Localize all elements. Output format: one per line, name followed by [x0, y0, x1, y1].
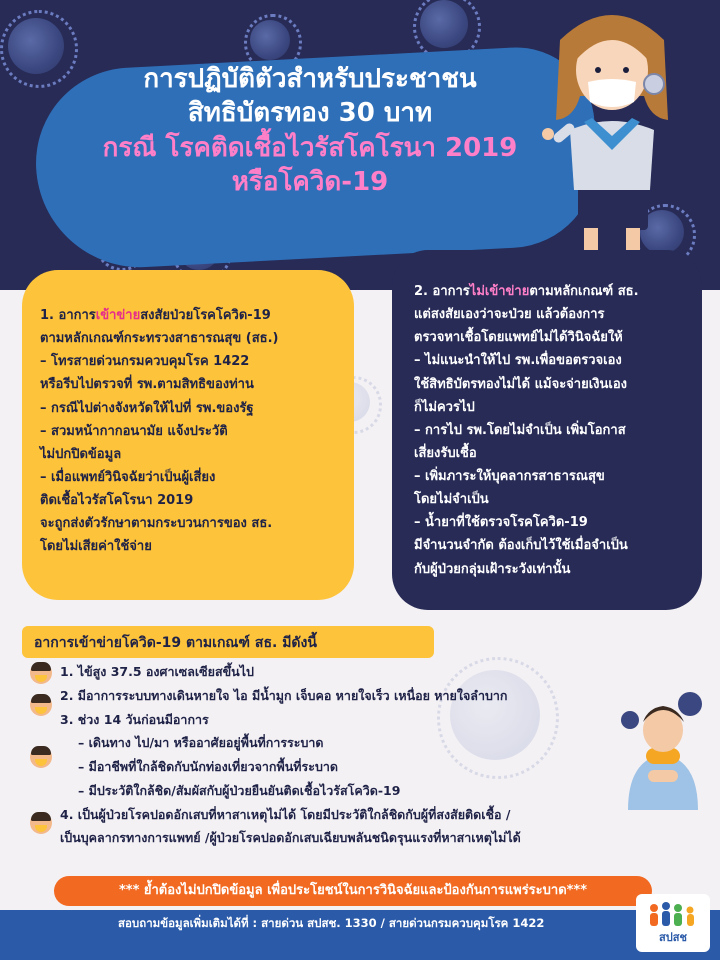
eligible-line: – เมื่อแพทย์วินิจฉัยว่าเป็นผู้เสี่ยง	[40, 469, 216, 485]
person-face-icon	[30, 812, 52, 834]
person-face-icon	[30, 746, 52, 768]
eligible-line: จะถูกส่งตัวรักษาตามกระบวนการของ สธ.	[40, 516, 273, 532]
eligible-heading-post: สงสัยป่วยโรคโควิด-19	[140, 308, 271, 323]
logo-text: สปสช	[659, 931, 687, 944]
warning-banner: *** ย้ำต้องไม่ปกปิดข้อมูล เพื่อประโยชน์ในการวินิจฉัยและป้องกันการแพร่ระบาด***	[54, 876, 652, 906]
eligible-line: ติดเชื้อไวรัสโคโรนา 2019	[40, 493, 194, 508]
criteria-subitem: – เดินทาง ไป/มา หรืออาศัยอยู่พื้นที่การระบาด	[78, 735, 324, 751]
criteria-item: 2. มีอาการระบบทางเดินหายใจ ไอ มีน้ำมูก เจ็บคอ หายใจเร็ว เหนื่อย หายใจลำบาก	[60, 687, 508, 703]
virus-icon	[250, 20, 290, 60]
title-line-3: กรณี โรคติดเชื้อไวรัสโคโรนา 2019	[102, 132, 518, 163]
nhso-logo	[636, 894, 710, 952]
not-eligible-line: – เพิ่มภาระให้บุคลากรสาธารณสุข	[414, 469, 605, 484]
criteria-item: 1. ไข้สูง 37.5 องศาเซลเซียสขึ้นไป	[60, 664, 254, 679]
not-eligible-line: – ไม่แนะนำให้ไป รพ.เพื่อขอตรวจเอง	[414, 353, 622, 369]
not-eligible-heading-post: ตามหลักเกณฑ์ สธ.	[529, 284, 639, 299]
eligible-line: โดยไม่เสียค่าใช้จ่าย	[40, 539, 152, 555]
criteria-item: เป็นบุคลากรทางการแพทย์ /ผู้ป่วยโรคปอดอักเสบเฉียบพลันชนิดรุนแรงที่หาสาเหตุไม่ได้	[60, 830, 521, 846]
not-eligible-line: ใช้สิทธิบัตรทองไม่ได้ แม้จะจ่ายเงินเอง	[414, 376, 627, 392]
eligible-line: ตามหลักเกณฑ์กระทรวงสาธารณสุข (สธ.)	[40, 331, 279, 347]
not-eligible-line: มีจำนวนจำกัด ต้องเก็บไว้ใช้เมื่อจำเป็น	[414, 538, 628, 554]
eligible-heading-pre: 1. อาการ	[40, 308, 96, 323]
not-eligible-line: ก็ไม่ควรไป	[414, 399, 475, 415]
title-line-4: หรือโควิด-19	[231, 166, 389, 197]
people-icon	[644, 900, 702, 928]
not-eligible-line: ตรวจหาเชื้อโดยแพทย์ไม่ได้วินิจฉัยให้	[414, 330, 623, 346]
criteria-title: อาการเข้าข่ายโควิด-19 ตามเกณฑ์ สธ. มีดังนี้	[22, 626, 434, 658]
card-eligible-symptoms	[22, 270, 354, 600]
eligible-line: – สวมหน้ากากอนามัย แจ้งประวัติ	[40, 423, 228, 439]
eligible-line: – กรณีไปต่างจังหวัดให้ไปที่ รพ.ของรัฐ	[40, 400, 254, 416]
sick-person-illustration	[618, 690, 708, 810]
person-face-icon	[30, 694, 52, 716]
criteria-item: 4. เป็นผู้ป่วยโรคปอดอักเสบที่หาสาเหตุไม่ได้ โดยมีประวัติใกล้ชิดกับผู้ที่สงสัยติดเชื้อ /	[60, 806, 511, 822]
not-eligible-line: เสี่ยงรับเชื้อ	[414, 445, 477, 461]
card-not-eligible-symptoms	[392, 250, 702, 610]
not-eligible-heading-pre: 2. อาการ	[414, 284, 470, 299]
criteria-subitem: – มีประวัติใกล้ชิด/สัมผัสกับผู้ป่วยยืนยันติดเชื้อไวรัสโควิด-19	[78, 782, 401, 798]
contact-bar	[0, 910, 720, 960]
person-face-icon	[30, 662, 52, 684]
criteria-list	[60, 660, 521, 850]
eligible-line: – โทรสายด่วนกรมควบคุมโรค 1422	[40, 354, 250, 370]
not-eligible-line: – การไป รพ.โดยไม่จำเป็น เพิ่มโอกาส	[414, 422, 626, 438]
criteria-subitem: – มีอาชีพที่ใกล้ชิดกับนักท่องเที่ยวจากพื้นที่ระบาด	[78, 759, 339, 774]
not-eligible-heading	[414, 280, 690, 303]
not-eligible-line: – น้ำยาที่ใช้ตรวจโรคโควิด-19	[414, 515, 588, 531]
contact-text: สอบถามข้อมูลเพิ่มเติมได้ที่ : สายด่วน สปสช. 1330 / สายด่วนกรมควบคุมโรค 1422	[118, 916, 545, 930]
title-line-2: สิทธิบัตรทอง 30 บาท	[187, 98, 433, 129]
page-title	[40, 62, 580, 199]
not-eligible-heading-highlight: ไม่เข้าข่าย	[469, 284, 530, 299]
not-eligible-line: โดยไม่จำเป็น	[414, 492, 489, 508]
eligible-heading	[40, 304, 340, 327]
not-eligible-line: แต่สงสัยเองว่าจะป่วย แล้วต้องการ	[414, 307, 605, 323]
eligible-line: หรือรีบไปตรวจที่ รพ.ตามสิทธิของท่าน	[40, 377, 254, 393]
virus-icon	[420, 0, 468, 48]
girl-illustration	[540, 0, 690, 290]
title-line-1: การปฏิบัติตัวสำหรับประชาชน	[143, 64, 477, 94]
not-eligible-line: กับผู้ป่วยกลุ่มเฝ้าระวังเท่านั้น	[414, 561, 571, 577]
criteria-item: 3. ช่วง 14 วันก่อนมีอาการ	[60, 711, 209, 727]
eligible-heading-highlight: เข้าข่าย	[95, 308, 141, 323]
eligible-line: ไม่ปกปิดข้อมูล	[40, 446, 122, 462]
